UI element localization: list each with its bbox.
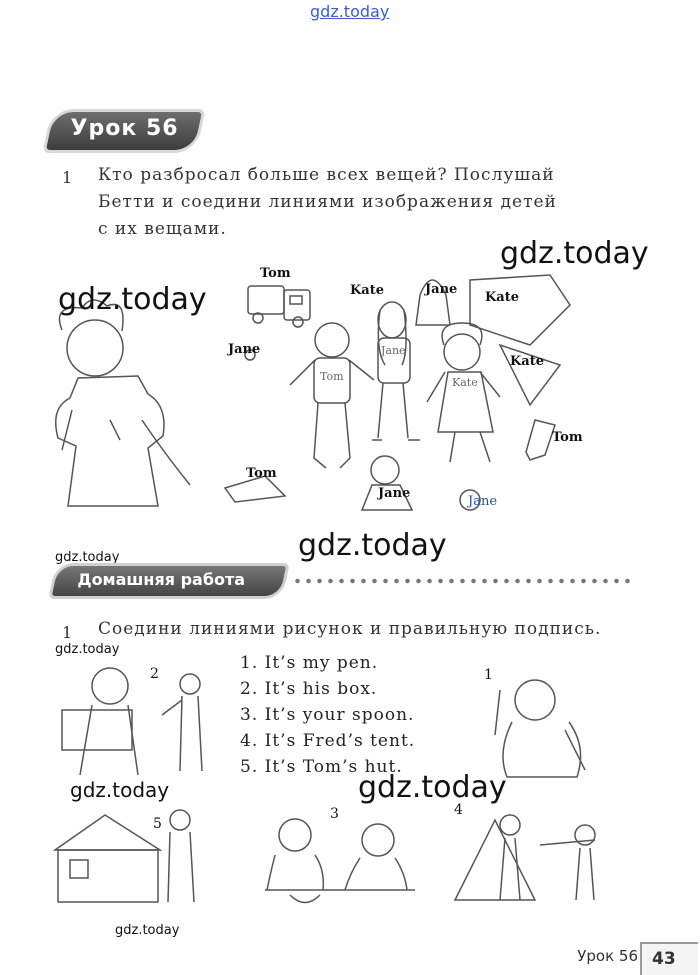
kate-figure <box>427 323 500 462</box>
task1-line: Кто разбросал больше всех вещей? Послушай <box>98 165 555 185</box>
sentence-item: 3. It’s your spoon. <box>240 705 415 725</box>
homework-task-number: 1 <box>62 623 73 642</box>
shirt-label: Jane <box>381 344 406 357</box>
watermark: gdz.today <box>115 923 180 938</box>
sentence-item: 4. It’s Fred’s tent. <box>240 731 416 751</box>
sentence-list <box>240 650 415 780</box>
dotted-divider <box>292 578 632 584</box>
watermark: gdz.today <box>70 778 170 802</box>
cloth-pile <box>470 275 570 345</box>
homework-pic-2 <box>62 668 202 775</box>
truck-toy <box>248 286 310 327</box>
item-label: Jane <box>228 342 261 357</box>
homework-pic-5 <box>55 810 194 902</box>
homework-task-text: Соедини линиями рисунок и правильную подпись. <box>98 619 602 639</box>
sock-item <box>526 420 555 460</box>
picture-number: 1 <box>484 667 493 683</box>
item-label: Kate <box>510 354 544 369</box>
sentence-item: 2. It’s his box. <box>240 679 378 699</box>
watermark: gdz.today <box>500 236 649 271</box>
picture-number: 2 <box>150 666 159 682</box>
sentence-item: 5. It’s Tom’s hut. <box>240 757 403 777</box>
site-link[interactable]: gdz.today <box>310 2 390 21</box>
item-label: Tom <box>246 466 277 481</box>
item-label: Jane <box>378 486 411 501</box>
task1-line: с их вещами. <box>98 219 227 239</box>
jane-figure <box>372 302 420 440</box>
homework-header <box>52 566 286 596</box>
task1-number: 1 <box>62 168 73 187</box>
watermark: gdz.today <box>55 642 120 657</box>
watermark: gdz.today <box>55 550 120 565</box>
homework-pic-4 <box>455 815 595 900</box>
lesson-title: Урок 56 <box>70 116 179 141</box>
watermark: gdz.today <box>358 770 507 805</box>
item-label: Kate <box>485 290 519 305</box>
sentence-item: 1. It’s my pen. <box>240 653 379 673</box>
task1-line: Бетти и соедини линиями изображения детей <box>98 192 557 212</box>
footer-lesson: Урок 56 <box>577 947 638 965</box>
doll-item <box>362 456 412 510</box>
item-label: Jane <box>425 282 458 297</box>
homework-pic-3 <box>265 819 415 903</box>
watermark: gdz.today <box>58 282 207 317</box>
item-label: Tom <box>260 266 291 281</box>
page-number-box <box>640 942 698 975</box>
shirt-label: Tom <box>320 370 344 383</box>
homework-pic-1 <box>495 680 585 777</box>
page-number: 43 <box>652 949 676 969</box>
homework-title: Домашняя работа <box>77 570 246 589</box>
item-label: Tom <box>552 430 583 445</box>
item-label: Jane <box>468 494 498 509</box>
item-label: Kate <box>350 283 384 298</box>
picture-number: 5 <box>153 816 162 832</box>
tom-figure <box>290 323 374 468</box>
picture-number: 4 <box>454 802 463 818</box>
watermark: gdz.today <box>298 528 447 563</box>
shirt-label: Kate <box>452 376 478 389</box>
betty-figure <box>56 300 190 506</box>
picture-number: 3 <box>330 806 339 822</box>
